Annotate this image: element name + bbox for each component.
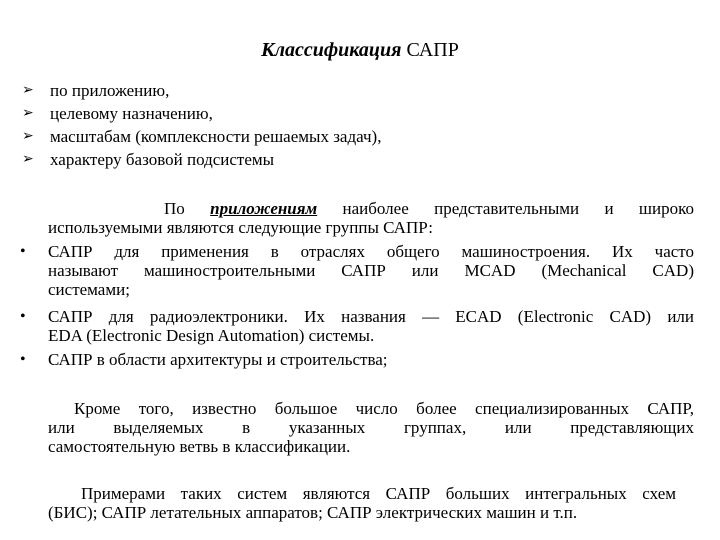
- intro-line-1: [48, 199, 694, 218]
- paragraph-line: (БИС); САПР летательных аппаратов; САПР электрических машин и т.п.: [48, 503, 578, 522]
- intro-line-2: используемыми являются следующие группы САПР:: [48, 218, 434, 237]
- title-emphasis: Классификация: [261, 39, 402, 61]
- group-item-ecad: [20, 307, 694, 345]
- arrow-bullet-icon: ➢: [22, 106, 34, 121]
- group-item-mcad: [20, 242, 694, 299]
- list-item-text: по приложению,: [50, 81, 170, 100]
- list-item: [22, 125, 381, 148]
- list-item: [22, 79, 381, 102]
- group-line: системами;: [48, 280, 130, 299]
- intro-prefix: По: [164, 199, 185, 218]
- list-item-text: целевому назначению,: [50, 104, 213, 123]
- group-item-architecture: [20, 350, 694, 369]
- specialized-paragraph: [48, 399, 694, 456]
- examples-paragraph: [48, 484, 676, 522]
- paragraph-line: самостоятельную ветвь в классификации.: [48, 437, 351, 456]
- paragraph-line: Кроме того, известно большое число более специализированных САПР,: [74, 399, 694, 418]
- list-item-text: характеру базовой подсистемы: [50, 150, 275, 169]
- arrow-bullet-icon: ➢: [22, 152, 34, 167]
- group-line: САПР для применения в отраслях общего машиностроения. Их часто: [48, 242, 694, 261]
- title-rest: САПР: [406, 39, 459, 61]
- bullet-dot-icon: •: [20, 243, 26, 260]
- arrow-bullet-icon: ➢: [22, 129, 34, 144]
- list-item: [22, 148, 381, 171]
- intro-emphasis: приложениям: [210, 199, 318, 218]
- bullet-dot-icon: •: [20, 351, 26, 368]
- arrow-bullet-icon: ➢: [22, 83, 34, 98]
- bullet-dot-icon: •: [20, 308, 26, 325]
- slide-title: [0, 38, 720, 62]
- paragraph-line: или выделяемых в указанных группах, или представляющих: [48, 418, 694, 437]
- list-item: [22, 102, 381, 125]
- group-line: EDA (Electronic Design Automation) системы.: [48, 326, 375, 345]
- intro-line-1-rest: наиболее представительными и широко: [342, 199, 695, 218]
- list-item-text: масштабам (комплексности решаемых задач),: [50, 127, 382, 146]
- group-line: САПР для радиоэлектроники. Их названия — ECAD (Electronic CAD) или: [48, 307, 694, 326]
- group-line: САПР в области архитектуры и строительства;: [48, 350, 388, 369]
- group-line: называют машиностроительными САПР или MCAD (Mechanical CAD): [48, 261, 694, 280]
- paragraph-line: Примерами таких систем являются САПР больших интегральных схем: [81, 484, 676, 503]
- intro-paragraph: [48, 199, 694, 237]
- classification-list: [22, 79, 381, 171]
